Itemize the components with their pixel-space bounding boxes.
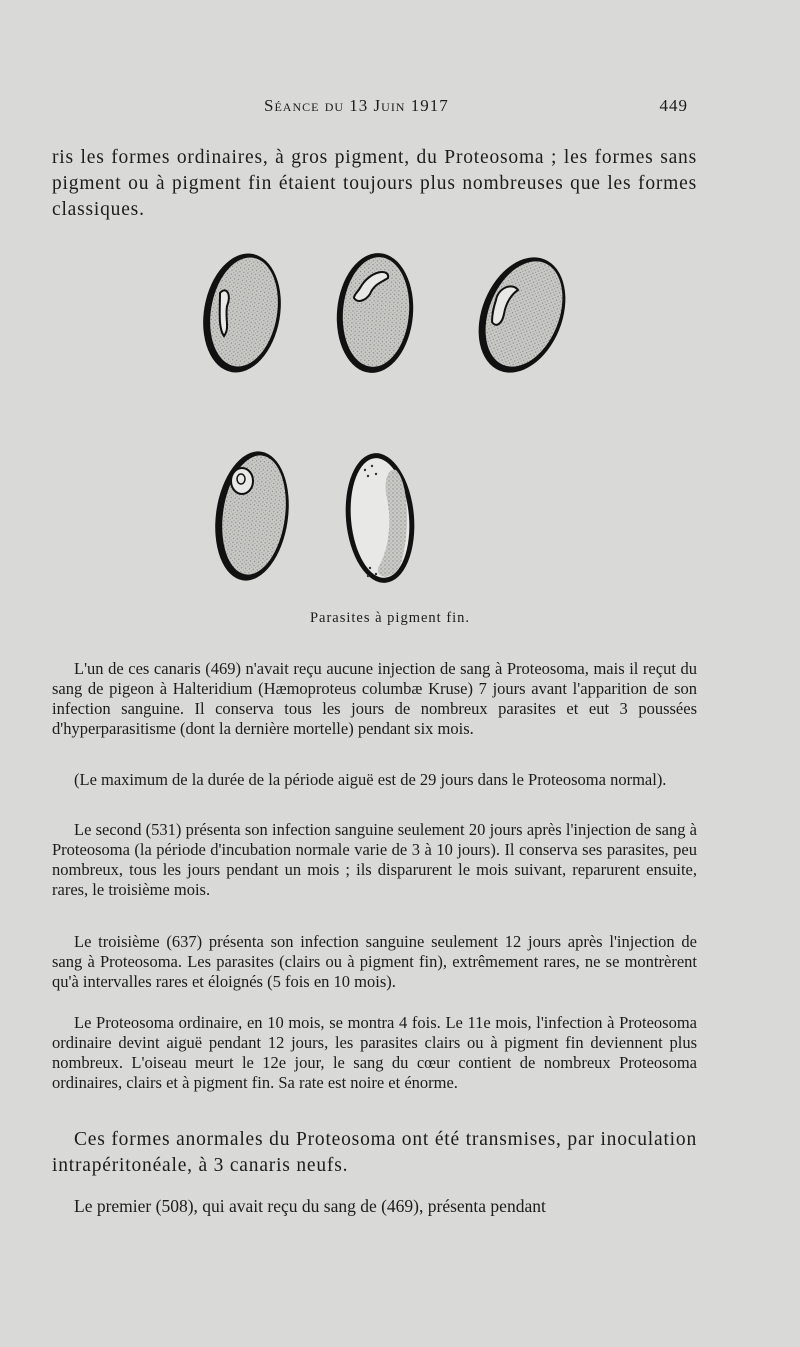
red-cell-3	[462, 248, 580, 386]
red-cell-2	[332, 250, 418, 376]
paragraph: Ces formes anormales du Proteosoma ont été transmises, par inoculation intrapéritonéale, à 3 canaris neufs.	[52, 1129, 697, 1176]
paragraph: Le premier (508), qui avait reçu du sang de (469), présenta pendant	[74, 1196, 546, 1216]
red-cell-4	[207, 447, 296, 586]
red-cell-1	[200, 248, 290, 379]
paragraph: (Le maximum de la durée de la période aiguë est de 29 jours dans le Proteosoma normal).	[74, 770, 667, 789]
figure-caption: Parasites à pigment fin.	[309, 610, 471, 626]
paragraph: Le second (531) présenta son infection sanguine seulement 20 jours après l'injection de sang à Proteosoma (la période d'incubation normale varie de 3 à 10 jours). Il conserva ses parasites, peu nombreux, tous les jours pendant un mois ; ils disparurent le mois suivant, reparurent ensuite, rares, le troisième mois.	[52, 820, 697, 899]
page-number: 449	[659, 96, 688, 115]
paragraph: L'un de ces canaris (469) n'avait reçu aucune injection de sang à Proteosoma, mais il reçut du sang de pigeon à Halteridium (Hæmoproteus columbæ Kruse) 7 jours avant l'apparition de son infection sanguine. Il conserva tous les jours de nombreux parasites et eut 3 poussées d'hyperparasitisme (dont la dernière mortelle) pendant six mois.	[52, 659, 697, 738]
parasite-figure	[200, 248, 580, 608]
paragraph-continuation: ris les formes ordinaires, à gros pigment, du Proteosoma ; les formes sans pigment ou à pigment fin étaient toujours plus nombreuses que les formes classiques.	[52, 147, 697, 220]
paragraph: Le troisième (637) présenta son infection sanguine seulement 12 jours après l'injection de sang à Proteosoma. Les parasites (clairs ou à pigment fin), extrêmement rares, ne se montrèrent qu'à intervalles rares et éloignés (5 fois en 10 mois).	[52, 932, 697, 991]
red-cell-5	[340, 450, 419, 585]
paragraph: Le Proteosoma ordinaire, en 10 mois, se montra 4 fois. Le 11e mois, l'infection à Proteosoma ordinaire devint aiguë pendant 12 jours, les parasites clairs ou à pigment fin deviennent plus nombreux. L'oiseau meurt le 12e jour, le sang du cœur contient de nombreux Proteosoma ordinaires, clairs et à pigment fin. Sa rate est noire et énorme.	[52, 1013, 697, 1092]
running-title: Séance du 13 Juin 1917	[264, 96, 449, 115]
